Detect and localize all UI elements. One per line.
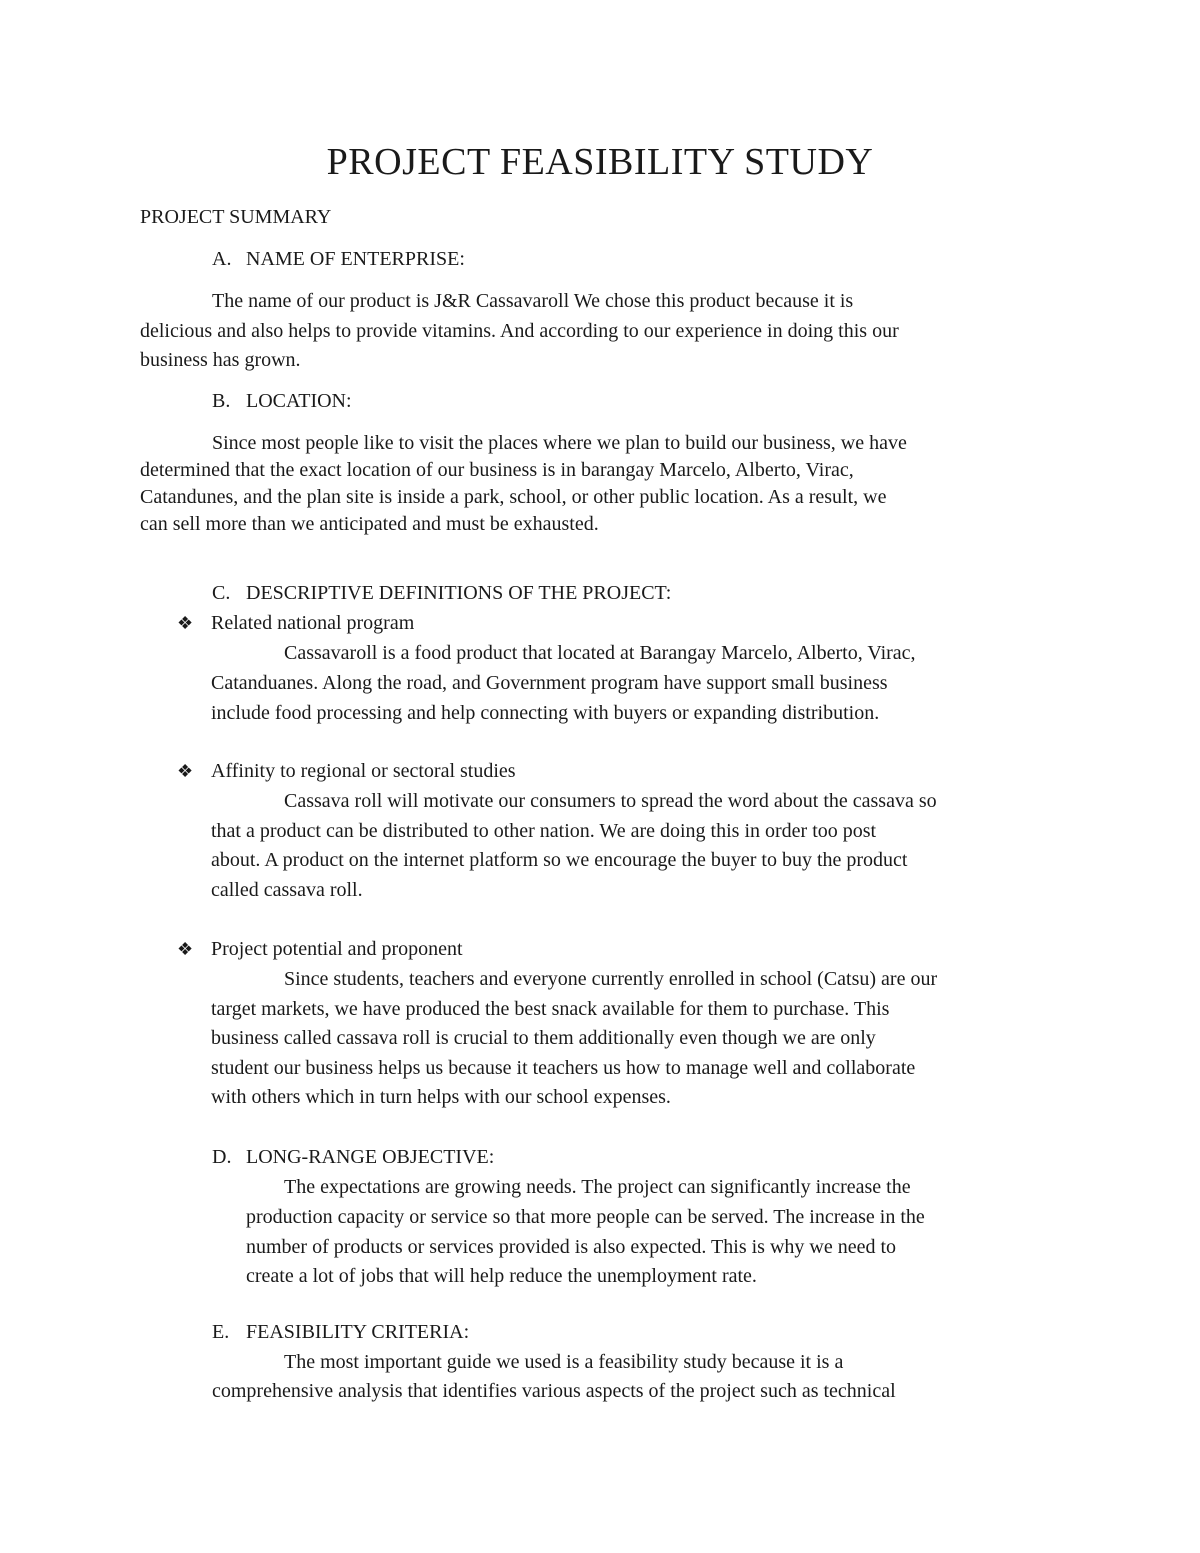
section-b-line: can sell more than we anticipated and must be exhausted. — [140, 513, 599, 535]
section-c-label: C. — [212, 582, 231, 604]
bullet-line: Since students, teachers and everyone currently enrolled in school (Catsu) are our — [284, 968, 938, 990]
bullet-line: with others which in turn helps with our school expenses. — [211, 1086, 671, 1108]
section-b-line: Since most people like to visit the places where we plan to build our business, we have — [212, 432, 907, 454]
bullet-line: called cassava roll. — [211, 879, 363, 901]
diamond-bullet-icon: ❖ — [177, 939, 194, 959]
section-b-heading: LOCATION: — [246, 390, 352, 412]
section-c-heading: DESCRIPTIVE DEFINITIONS OF THE PROJECT: — [246, 582, 672, 604]
bullet-line: about. A product on the internet platform so we encourage the buyer to buy the product — [211, 849, 908, 871]
section-e-line: comprehensive analysis that identifies various aspects of the project such as technical — [212, 1380, 896, 1402]
diamond-bullet-icon: ❖ — [177, 761, 194, 781]
section-a-heading: NAME OF ENTERPRISE: — [246, 248, 465, 270]
section-a-line: The name of our product is J&R Cassavaroll We chose this product because it is — [212, 290, 854, 312]
section-d-heading: LONG-RANGE OBJECTIVE: — [246, 1146, 495, 1168]
section-d-line: The expectations are growing needs. The project can significantly increase the — [284, 1176, 911, 1198]
section-a-line: delicious and also helps to provide vitamins. And according to our experience in doing this our — [140, 320, 899, 342]
section-d-label: D. — [212, 1146, 232, 1168]
section-a-label: A. — [212, 248, 232, 270]
summary-heading: PROJECT SUMMARY — [140, 206, 332, 228]
bullet-line: Cassava roll will motivate our consumers to spread the word about the cassava so — [284, 790, 937, 812]
section-e-line: The most important guide we used is a feasibility study because it is a — [284, 1351, 844, 1373]
section-b-line: determined that the exact location of our business is in barangay Marcelo, Alberto, Virac, — [140, 459, 854, 481]
section-d-line: production capacity or service so that more people can be served. The increase in the — [246, 1206, 925, 1228]
page-title: PROJECT FEASIBILITY STUDY — [326, 141, 874, 183]
section-b-label: B. — [212, 390, 231, 412]
bullet-line: student our business helps us because it teachers us how to manage well and collaborate — [211, 1057, 916, 1079]
section-e-label: E. — [212, 1321, 230, 1343]
section-e-heading: FEASIBILITY CRITERIA: — [246, 1321, 470, 1343]
bullet-title: Affinity to regional or sectoral studies — [211, 760, 516, 782]
bullet-title: Project potential and proponent — [211, 938, 463, 960]
bullet-line: that a product can be distributed to other nation. We are doing this in order too post — [211, 820, 877, 842]
bullet-line: Cassavaroll is a food product that located at Barangay Marcelo, Alberto, Virac, — [284, 642, 916, 664]
diamond-bullet-icon: ❖ — [177, 613, 194, 633]
bullet-line: Catanduanes. Along the road, and Government program have support small business — [211, 672, 888, 694]
section-a-line: business has grown. — [140, 349, 301, 371]
section-b-line: Catandunes, and the plan site is inside a park, school, or other public location. As a result, we — [140, 486, 887, 508]
bullet-line: include food processing and help connecting with buyers or expanding distribution. — [211, 702, 880, 724]
bullet-line: target markets, we have produced the best snack available for them to purchase. This — [211, 998, 890, 1020]
bullet-title: Related national program — [211, 612, 415, 634]
section-d-line: number of products or services provided is also expected. This is why we need to — [246, 1236, 897, 1258]
bullet-line: business called cassava roll is crucial to them additionally even though we are only — [211, 1027, 876, 1049]
section-d-line: create a lot of jobs that will help reduce the unemployment rate. — [246, 1265, 757, 1287]
